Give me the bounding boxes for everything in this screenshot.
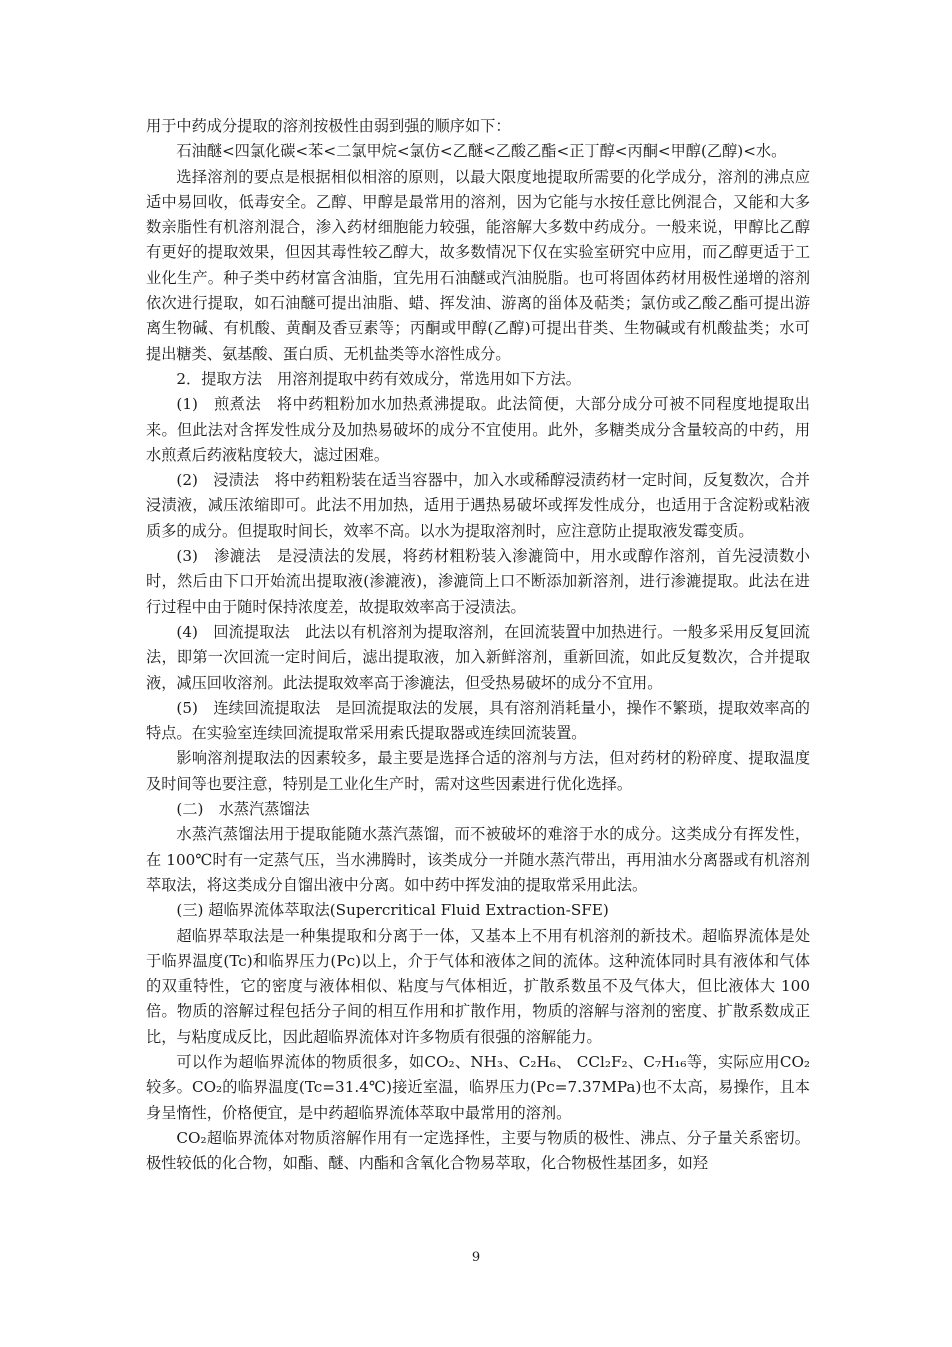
page-body	[146, 114, 810, 1176]
paragraph-5: (1) 煎煮法 将中药粗粉加水加热煮沸提取。此法简便，大部分成分可被不同程度地提取出来。但此法对含挥发性成分及加热易破坏的成分不宜使用。此外，多糖类成分含量较高的中药，用水煎煮后药液粘度较大，滤过困难。	[146, 395, 810, 464]
paragraph-4: 2．提取方法 用溶剂提取中药有效成分，常选用如下方法。	[176, 369, 581, 388]
paragraph-16: CO₂超临界流体对物质溶解作用有一定选择性，主要与物质的极性、沸点、分子量关系密切。极性较低的化合物，如酯、醚、内酯和含氧化合物易萃取，化合物极性基团多，如羟	[146, 1128, 810, 1173]
paragraph-1: 用于中药成分提取的溶剂按极性由弱到强的顺序如下：	[146, 117, 511, 135]
paragraph-7: (3) 渗漉法 是浸渍法的发展，将药材粗粉装入渗漉筒中，用水或醇作溶剂，首先浸渍数小时，然后由下口开始流出提取液(渗漉液)，渗漉筒上口不断添加新溶剂，进行渗漉提取。此法在进行过程中由于随时保持浓度差，故提取效率高于浸渍法。	[146, 547, 810, 616]
paragraph-8: (4) 回流提取法 此法以有机溶剂为提取溶剂，在回流装置中加热进行。一般多采用反复回流法，即第一次回流一定时间后，滤出提取液，加入新鲜溶剂，重新回流，如此反复数次，合并提取液，减压回收溶剂。此法提取效率高于渗漉法，但受热易破坏的成分不宜用。	[146, 622, 810, 692]
section-heading-2: (二) 水蒸汽蒸馏法	[176, 800, 310, 819]
section-heading-3: (三) 超临界流体萃取法(Supercritical Fluid Extraction-SFE)	[176, 901, 609, 920]
paragraph-3: 选择溶剂的要点是根据相似相溶的原则，以最大限度地提取所需要的化学成分，溶剂的沸点应适中易回收，低毒安全。乙醇、甲醇是最常用的溶剂，因为它能与水按任意比例混合，又能和大多数亲脂性有机溶剂混合，渗入药材细胞能力较强，能溶解大多数中药成分。一般来说，甲醇比乙醇有更好的提取效果，但因其毒性较乙醇大，故多数情况下仅在实验室研究中应用，而乙醇更适于工业化生产。种子类中药材富含油脂，宜先用石油醚或汽油脱脂。也可将固体药材用极性递增的溶剂依次进行提取，如石油醚可提出油脂、蜡、挥发油、游离的甾体及萜类；氯仿或乙酸乙酯可提出游离生物碱、有机酸、黄酮及香豆素等；丙酮或甲醇(乙醇)可提出苷类、生物碱或有机酸盐类；水可提出糖类、氨基酸、蛋白质、无机盐类等水溶性成分。	[146, 167, 810, 363]
paragraph-9: (5) 连续回流提取法 是回流提取法的发展，具有溶剂消耗量小，操作不繁琐，提取效率高的特点。在实验室连续回流提取常采用索氏提取器或连续回流装置。	[146, 698, 810, 743]
paragraph-6: (2) 浸渍法 将中药粗粉装在适当容器中，加入水或稀醇浸渍药材一定时间，反复数次，合并浸渍液，减压浓缩即可。此法不用加热，适用于遇热易破坏或挥发性成分，也适用于含淀粉或粘液质多的成分。但提取时间长，效率不高。以水为提取溶剂时，应注意防止提取液发霉变质。	[146, 471, 810, 540]
paragraph-14: 超临界萃取法是一种集提取和分离于一体，又基本上不用有机溶剂的新技术。超临界流体是处于临界温度(Tc)和临界压力(Pc)以上，介于气体和液体之间的流体。这种流体同时具有液体和气体的双重特性，它的密度与液体相似、粘度与气体相近，扩散系数虽不及气体大，但比液体大 100 倍。物质的溶解过程包括分子间的相互作用和扩散作用，物质的溶解与溶剂的密度、扩散系数成正比，与粘度成反比，因此超临界流体对许多物质有很强的溶解能力。	[146, 926, 810, 1046]
paragraph-15: 可以作为超临界流体的物质很多，如CO₂、NH₃、C₂H₆、 CCl₂F₂、C₇H₁₆等，实际应用CO₂较多。CO₂的临界温度(Tc=31.4℃)接近室温，临界压力(Pc=7.37MPa)也不太高，易操作，且本身呈惰性，价格便宜，是中药超临界流体萃取中最常用的溶剂。	[146, 1052, 810, 1122]
page-number: 9	[471, 1250, 481, 1265]
paragraph-12: 水蒸汽蒸馏法用于提取能随水蒸汽蒸馏，而不被破坏的难溶于水的成分。这类成分有挥发性，在 100℃时有一定蒸气压，当水沸腾时，该类成分一并随水蒸汽带出，再用油水分离器或有机溶剂萃取法，将这类成分自馏出液中分离。如中药中挥发油的提取常采用此法。	[146, 825, 810, 894]
paragraph-10: 影响溶剂提取法的因素较多，最主要是选择合适的溶剂与方法，但对药材的粉碎度、提取温度及时间等也要注意，特别是工业化生产时，需对这些因素进行优化选择。	[146, 749, 810, 793]
paragraph-2: 石油醚<四氯化碳<苯<二氯甲烷<氯仿<乙醚<乙酸乙酯<正丁醇<丙酮<甲醇(乙醇)<水。	[176, 142, 787, 161]
